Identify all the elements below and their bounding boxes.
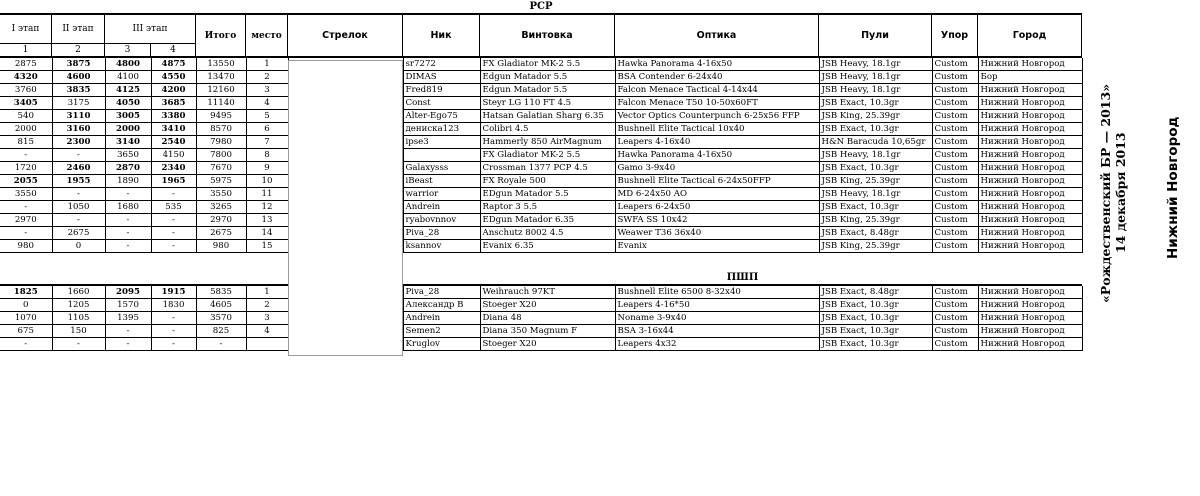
optics: Bushnell Elite 6500 8-32x40 <box>615 286 819 299</box>
rifle: EDgun Matador 6.35 <box>480 214 615 227</box>
stage2-score: 1050 <box>52 201 105 214</box>
optics: Hawka Panorama 4-16x50 <box>615 149 819 162</box>
optics: Falcon Menace Tactical 4-14x44 <box>615 84 819 97</box>
city: Нижний Новгород <box>978 110 1082 123</box>
stage3-score-3: - <box>105 214 151 227</box>
section-title-psp: ПШП <box>726 272 759 283</box>
nick: Kruglov <box>403 338 480 351</box>
place: 3 <box>246 312 288 325</box>
place: 13 <box>246 214 288 227</box>
pellets: JSB Exact, 10.3gr <box>819 97 932 110</box>
stage2-score: 2675 <box>52 227 105 240</box>
place: 15 <box>246 240 288 253</box>
place: 3 <box>246 84 288 97</box>
stage2-score: - <box>52 188 105 201</box>
stage2-score: 1955 <box>52 175 105 188</box>
table-row <box>0 325 1082 338</box>
pellets: JSB King, 25.39gr <box>819 240 932 253</box>
optics: Vector Optics Counterpunch 6-25x56 FFP <box>615 110 819 123</box>
total-score: 7800 <box>196 149 246 162</box>
nick: sr7272 <box>403 58 480 71</box>
stage2-score: 1660 <box>52 286 105 299</box>
total-score: 8570 <box>196 123 246 136</box>
rest: Custom <box>932 286 978 299</box>
total-score: 9495 <box>196 110 246 123</box>
rest: Custom <box>932 312 978 325</box>
pellets: JSB Exact, 10.3gr <box>819 123 932 136</box>
pellets: JSB Exact, 8.48gr <box>819 286 932 299</box>
place: 2 <box>246 71 288 84</box>
rifle: Edgun Matador 5.5 <box>480 71 615 84</box>
shooter-photo-area <box>288 60 403 356</box>
stage3-score-4: - <box>151 338 196 351</box>
stage2-score: - <box>52 338 105 351</box>
rest: Custom <box>932 58 978 71</box>
table-row <box>0 175 1082 188</box>
table-row <box>0 110 1082 123</box>
pellets: JSB Heavy, 18.1gr <box>819 84 932 97</box>
table-row <box>0 71 1082 84</box>
pellets: JSB Heavy, 18.1gr <box>819 149 932 162</box>
total-score: 3550 <box>196 188 246 201</box>
stage3-score-3: 1570 <box>105 299 151 312</box>
table-row <box>0 149 1082 162</box>
total-score: 7670 <box>196 162 246 175</box>
stage3-score-4: - <box>151 325 196 338</box>
stage1-score: - <box>0 227 52 240</box>
rest: Custom <box>932 97 978 110</box>
city: Нижний Новгород <box>978 58 1082 71</box>
place: 8 <box>246 149 288 162</box>
rest: Custom <box>932 84 978 97</box>
stage3-score-4: 3685 <box>151 97 196 110</box>
place: 12 <box>246 201 288 214</box>
table-row <box>0 162 1082 175</box>
stage3-score-4: 4150 <box>151 149 196 162</box>
optics: Bushnell Elite Tactical 6-24x50FFP <box>615 175 819 188</box>
optics: Leapers 4x32 <box>615 338 819 351</box>
stage3-score-4: 1965 <box>151 175 196 188</box>
optics: Leapers 4-16x40 <box>615 136 819 149</box>
total-score: - <box>196 338 246 351</box>
stage1-score: 1070 <box>0 312 52 325</box>
rest: Custom <box>932 227 978 240</box>
table-row <box>0 286 1082 299</box>
header-shooter: Стрелок <box>288 15 403 56</box>
pellets: JSB Exact, 10.3gr <box>819 201 932 214</box>
stage1-score: 3550 <box>0 188 52 201</box>
rifle: Edgun Matador 5.5 <box>480 84 615 97</box>
total-score: 13550 <box>196 58 246 71</box>
event-city-vertical: Нижний Новгород <box>1165 116 1181 260</box>
pellets: JSB Exact, 10.3gr <box>819 312 932 325</box>
rest: Custom <box>932 162 978 175</box>
city: Нижний Новгород <box>978 214 1082 227</box>
stage2-score: 3110 <box>52 110 105 123</box>
optics: Bushnell Elite Tactical 10x40 <box>615 123 819 136</box>
total-score: 7980 <box>196 136 246 149</box>
rifle: FX Gladiator MK-2 5.5 <box>480 149 615 162</box>
optics: Falcon Menace T50 10-50x60FT <box>615 97 819 110</box>
place: 2 <box>246 299 288 312</box>
nick: iBeast <box>403 175 480 188</box>
stage2-score: 4600 <box>52 71 105 84</box>
place: 11 <box>246 188 288 201</box>
stage2-score: 1205 <box>52 299 105 312</box>
stage3-score-4: 3380 <box>151 110 196 123</box>
stage1-score: 2875 <box>0 58 52 71</box>
total-score: 13470 <box>196 71 246 84</box>
stage1-score: 3405 <box>0 97 52 110</box>
event-date: 14 декабря 2013 <box>1113 132 1128 254</box>
stage3-score-3: 3005 <box>105 110 151 123</box>
rifle: Diana 48 <box>480 312 615 325</box>
nick: Semen2 <box>403 325 480 338</box>
total-score: 5975 <box>196 175 246 188</box>
optics: Gamo 3-9x40 <box>615 162 819 175</box>
header-place: место <box>246 15 288 56</box>
rifle: FX Royale 500 <box>480 175 615 188</box>
place: 1 <box>246 58 288 71</box>
total-score: 2970 <box>196 214 246 227</box>
total-score: 2675 <box>196 227 246 240</box>
stage3-score-4: 4200 <box>151 84 196 97</box>
rifle: Colibri 4.5 <box>480 123 615 136</box>
table-row <box>0 312 1082 325</box>
city: Нижний Новгород <box>978 162 1082 175</box>
pellets: JSB Heavy, 18.1gr <box>819 188 932 201</box>
rest: Custom <box>932 110 978 123</box>
city: Нижний Новгород <box>978 299 1082 312</box>
event-title-vertical <box>1098 68 1136 318</box>
header-num-4: 4 <box>151 43 196 56</box>
stage3-score-4: 3410 <box>151 123 196 136</box>
pellets: JSB Heavy, 18.1gr <box>819 58 932 71</box>
stage2-score: 1105 <box>52 312 105 325</box>
stage3-score-3: 1680 <box>105 201 151 214</box>
rifle: Hammerly 850 AirMagnum <box>480 136 615 149</box>
stage1-score: 980 <box>0 240 52 253</box>
stage2-score: - <box>52 214 105 227</box>
stage1-score: - <box>0 149 52 162</box>
rest: Custom <box>932 214 978 227</box>
rifle: Crossman 1377 PCP 4.5 <box>480 162 615 175</box>
total-score: 5835 <box>196 286 246 299</box>
nick: Fred819 <box>403 84 480 97</box>
optics: SWFA SS 10x42 <box>615 214 819 227</box>
nick: warrior <box>403 188 480 201</box>
table-row <box>0 58 1082 71</box>
table-row <box>0 136 1082 149</box>
pellets: H&N Baracuda 10,65gr <box>819 136 932 149</box>
rest: Custom <box>932 149 978 162</box>
city: Нижний Новгород <box>978 84 1082 97</box>
pellets: JSB Exact, 10.3gr <box>819 299 932 312</box>
stage1-score: 4320 <box>0 71 52 84</box>
rest: Custom <box>932 240 978 253</box>
optics: BSA 3-16x44 <box>615 325 819 338</box>
pellets: JSB King, 25.39gr <box>819 214 932 227</box>
rifle: Anschutz 8002 4.5 <box>480 227 615 240</box>
rest: Custom <box>932 123 978 136</box>
stage3-score-3: - <box>105 188 151 201</box>
rifle: Steyr LG 110 FT 4.5 <box>480 97 615 110</box>
stage1-score: 0 <box>0 299 52 312</box>
stage1-score: 2055 <box>0 175 52 188</box>
stage2-score: 3160 <box>52 123 105 136</box>
total-score: 11140 <box>196 97 246 110</box>
city: Нижний Новгород <box>978 325 1082 338</box>
rifle: Stoeger X20 <box>480 299 615 312</box>
rest: Custom <box>932 325 978 338</box>
nick: ryabovnnov <box>403 214 480 227</box>
rifle: Hatsan Galatian Sharg 6.35 <box>480 110 615 123</box>
city: Нижний Новгород <box>978 136 1082 149</box>
table-row <box>0 299 1082 312</box>
rifle: Raptor 3 5.5 <box>480 201 615 214</box>
stage3-score-4: 1830 <box>151 299 196 312</box>
header-stage3: III этап <box>105 15 196 43</box>
nick: ksannov <box>403 240 480 253</box>
total-score: 3265 <box>196 201 246 214</box>
table-row <box>0 201 1082 214</box>
stage1-score: 1720 <box>0 162 52 175</box>
city: Нижний Новгород <box>978 175 1082 188</box>
pellets: JSB King, 25.39gr <box>819 110 932 123</box>
stage3-score-4: - <box>151 240 196 253</box>
city: Нижний Новгород <box>978 123 1082 136</box>
stage3-score-3: - <box>105 325 151 338</box>
optics: Hawka Panorama 4-16x50 <box>615 58 819 71</box>
table-header <box>0 13 1082 57</box>
stage3-score-4: 2540 <box>151 136 196 149</box>
stage3-score-3: 3650 <box>105 149 151 162</box>
city: Нижний Новгород <box>978 312 1082 325</box>
stage3-score-3: - <box>105 240 151 253</box>
city: Нижний Новгород <box>978 97 1082 110</box>
pellets: JSB Exact, 10.3gr <box>819 338 932 351</box>
table-row <box>0 123 1082 136</box>
stage3-score-3: 2095 <box>105 286 151 299</box>
table-row <box>0 214 1082 227</box>
stage3-score-4: - <box>151 312 196 325</box>
place: 10 <box>246 175 288 188</box>
table-row <box>0 240 1082 253</box>
stage3-score-4: - <box>151 227 196 240</box>
rest: Custom <box>932 188 978 201</box>
optics: Leapers 4-16*50 <box>615 299 819 312</box>
stage2-score: 2460 <box>52 162 105 175</box>
stage3-score-3: 1395 <box>105 312 151 325</box>
optics: Noname 3-9x40 <box>615 312 819 325</box>
place: 6 <box>246 123 288 136</box>
stage1-score: 815 <box>0 136 52 149</box>
total-score: 12160 <box>196 84 246 97</box>
optics: MD 6-24x50 AO <box>615 188 819 201</box>
nick: Piva_28 <box>403 286 480 299</box>
rcp-results-table <box>0 58 1083 253</box>
stage2-score: - <box>52 149 105 162</box>
stage1-score: 540 <box>0 110 52 123</box>
stage3-score-4: 1915 <box>151 286 196 299</box>
stage1-score: 2000 <box>0 123 52 136</box>
stage3-score-4: - <box>151 214 196 227</box>
pellets: JSB Exact, 8.48gr <box>819 227 932 240</box>
stage3-score-3: - <box>105 227 151 240</box>
city: Нижний Новгород <box>978 240 1082 253</box>
city: Нижний Новгород <box>978 286 1082 299</box>
rest: Custom <box>932 299 978 312</box>
stage1-score: 675 <box>0 325 52 338</box>
table-row <box>0 338 1082 351</box>
header-pellets: Пули <box>819 15 932 56</box>
place: 5 <box>246 110 288 123</box>
stage3-score-3: 1890 <box>105 175 151 188</box>
nick: Александр В <box>403 299 480 312</box>
rest: Custom <box>932 136 978 149</box>
city: Нижний Новгород <box>978 149 1082 162</box>
header-stage1: I этап <box>0 15 52 43</box>
stage3-score-3: 4125 <box>105 84 151 97</box>
table-row <box>0 97 1082 110</box>
nick: ipse3 <box>403 136 480 149</box>
stage3-score-3: 4800 <box>105 58 151 71</box>
header-city: Город <box>978 15 1082 56</box>
place: 1 <box>246 286 288 299</box>
city: Нижний Новгород <box>978 338 1082 351</box>
total-score: 3570 <box>196 312 246 325</box>
stage1-score: - <box>0 201 52 214</box>
stage3-score-3: 2000 <box>105 123 151 136</box>
place: 14 <box>246 227 288 240</box>
place: 7 <box>246 136 288 149</box>
place: 9 <box>246 162 288 175</box>
stage3-score-4: 4550 <box>151 71 196 84</box>
stage1-score: 2970 <box>0 214 52 227</box>
header-num-3: 3 <box>105 43 151 56</box>
header-optics: Оптика <box>615 15 819 56</box>
nick: Galaxysss <box>403 162 480 175</box>
stage1-score: - <box>0 338 52 351</box>
city: Нижний Новгород <box>978 201 1082 214</box>
total-score: 825 <box>196 325 246 338</box>
header-total: Итого <box>196 15 246 56</box>
stage3-score-4: - <box>151 188 196 201</box>
stage2-score: 0 <box>52 240 105 253</box>
optics: Evanix <box>615 240 819 253</box>
table-row <box>0 227 1082 240</box>
nick: Alter-Ego75 <box>403 110 480 123</box>
stage3-score-4: 535 <box>151 201 196 214</box>
stage1-score: 1825 <box>0 286 52 299</box>
optics: Weawer T36 36x40 <box>615 227 819 240</box>
pellets: JSB Exact, 10.3gr <box>819 162 932 175</box>
header-rifle: Винтовка <box>480 15 615 56</box>
header-num-1: 1 <box>0 43 52 56</box>
nick: Andrein <box>403 312 480 325</box>
psp-results-table <box>0 286 1083 351</box>
stage2-score: 2300 <box>52 136 105 149</box>
nick: Piva_28 <box>403 227 480 240</box>
rest: Custom <box>932 175 978 188</box>
rest: Custom <box>932 338 978 351</box>
rest: Custom <box>932 71 978 84</box>
stage2-score: 150 <box>52 325 105 338</box>
place: 4 <box>246 97 288 110</box>
optics: Leapers 6-24x50 <box>615 201 819 214</box>
pellets: JSB Heavy, 18.1gr <box>819 71 932 84</box>
place <box>246 338 288 351</box>
event-title: «Рождественский БР — 2013» <box>1098 83 1113 303</box>
stage3-score-4: 2340 <box>151 162 196 175</box>
rifle: EDgun Matador 5.5 <box>480 188 615 201</box>
rifle: FX Gladiator MK-2 5.5 <box>480 58 615 71</box>
stage1-score: 3760 <box>0 84 52 97</box>
section-title-rcp: РСР <box>529 1 553 12</box>
rest: Custom <box>932 201 978 214</box>
nick: Andrein <box>403 201 480 214</box>
stage2-score: 3175 <box>52 97 105 110</box>
stage3-score-3: 4050 <box>105 97 151 110</box>
header-num-2: 2 <box>52 43 105 56</box>
header-stage2: II этап <box>52 15 105 43</box>
rifle: Evanix 6.35 <box>480 240 615 253</box>
nick: DIMAS <box>403 71 480 84</box>
city: Нижний Новгород <box>978 188 1082 201</box>
nick: Const <box>403 97 480 110</box>
header-rest: Упор <box>932 15 978 56</box>
optics: BSA Contender 6-24x40 <box>615 71 819 84</box>
stage3-score-4: 4875 <box>151 58 196 71</box>
total-score: 980 <box>196 240 246 253</box>
nick: дениска123 <box>403 123 480 136</box>
table-row <box>0 188 1082 201</box>
stage3-score-3: 2870 <box>105 162 151 175</box>
stage3-score-3: 4100 <box>105 71 151 84</box>
stage3-score-3: 3140 <box>105 136 151 149</box>
pellets: JSB King, 25.39gr <box>819 175 932 188</box>
rifle: Stoeger X20 <box>480 338 615 351</box>
city: Бор <box>978 71 1082 84</box>
table-row <box>0 84 1082 97</box>
place: 4 <box>246 325 288 338</box>
stage2-score: 3875 <box>52 58 105 71</box>
rifle: Diana 350 Magnum F <box>480 325 615 338</box>
header-nick: Ник <box>403 15 480 56</box>
pellets: JSB Exact, 10.3gr <box>819 325 932 338</box>
rifle: Weihrauch 97KT <box>480 286 615 299</box>
stage2-score: 3835 <box>52 84 105 97</box>
nick <box>403 149 480 162</box>
city: Нижний Новгород <box>978 227 1082 240</box>
total-score: 4605 <box>196 299 246 312</box>
stage3-score-3: - <box>105 338 151 351</box>
